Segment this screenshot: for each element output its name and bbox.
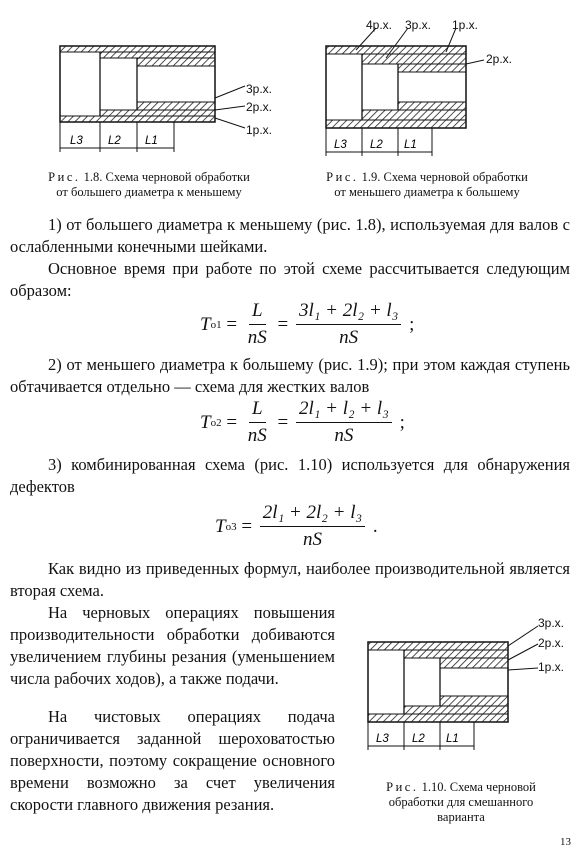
fig18-label-1rx: 1р.х. (246, 123, 273, 137)
paragraph-5: Как видно из приведенных формул, наиболее производительной является вторая схема. (10, 559, 570, 600)
formula-t02: T о2 = $\frac{L}{nS}$ = $\frac{\text{2l₁ + l₂ + l₃}}{nS}$ ; (200, 398, 405, 446)
paragraph-4: 3) комбинированная схема (рис. 1.10) используется для обнаружения дефектов (10, 455, 570, 496)
dim-l1: L1 (446, 733, 459, 745)
fig19-label-2rx: 2р.х. (486, 52, 513, 66)
paragraph-6: На черновых операциях повышения производительности обработки добиваются увеличением глубины резания (уменьшением числа рабочих ходов), а также подачи. (10, 603, 335, 688)
fig110-label-3rx: 3р.х. (538, 616, 565, 630)
fig19-label-1rx: 1р.х. (452, 18, 479, 32)
page-number: 13 (560, 836, 571, 848)
fig19-label-4rx: 4р.х. (366, 18, 393, 32)
dim-l2: L2 (108, 135, 121, 147)
formula-t01: T о1 = $\frac{L}{nS}$ = $\frac{\text{3l₁ + 2l₂ + l₃}}{nS}$ ; (200, 300, 415, 348)
fig18-label-2rx: 2р.х. (246, 100, 273, 114)
paragraph-7: На чистовых операциях подача ограничивается заданной шероховатостью поверхности, поэтому сокращение основного времени возможно за счет увеличения скорости главного движения резания. (10, 707, 335, 814)
fig18-label-3rx: 3р.х. (246, 82, 273, 96)
dim-l2: L2 (412, 733, 425, 745)
figure-1-10 (358, 612, 568, 757)
dim-l3: L3 (376, 733, 389, 745)
figure-1-9 (316, 16, 556, 172)
dim-l3: L3 (70, 135, 83, 147)
fig110-label-2rx: 2р.х. (538, 636, 565, 650)
figure-1-8-caption: Рис. 1.8. Схема черновой обработки от большего диаметра к меньшему (48, 170, 250, 199)
figure-1-9-caption: Рис. 1.9. Схема черновой обработки от меньшего диаметра к большему (326, 170, 528, 199)
dim-l1: L1 (404, 139, 417, 151)
fig110-label-1rx: 1р.х. (538, 660, 565, 674)
figure-1-8 (50, 40, 255, 170)
fig19-label-3rx: 3р.х. (405, 18, 432, 32)
dim-l1: L1 (145, 135, 158, 147)
paragraph-1: 1) от большего диаметра к меньшему (рис. 1.8), используемая для валов с ослабленными конечными шейками. (10, 215, 570, 256)
dim-l2: L2 (370, 139, 383, 151)
dim-l3: L3 (334, 139, 347, 151)
figure-1-10-caption: Рис. 1.10. Схема черновой обработки для смешанного варианта (386, 780, 536, 824)
paragraph-3: 2) от меньшего диаметра к большему (рис. 1.9); при этом каждая ступень обтачивается отдельно — схема для жестких валов (10, 355, 570, 396)
paragraph-2: Основное время при работе по этой схеме рассчитывается следующим образом: (10, 259, 570, 300)
formula-t03: T о3 = $\frac{\text{2l₁ + 2l₂ + l₃}}{nS}$ . (215, 502, 378, 550)
